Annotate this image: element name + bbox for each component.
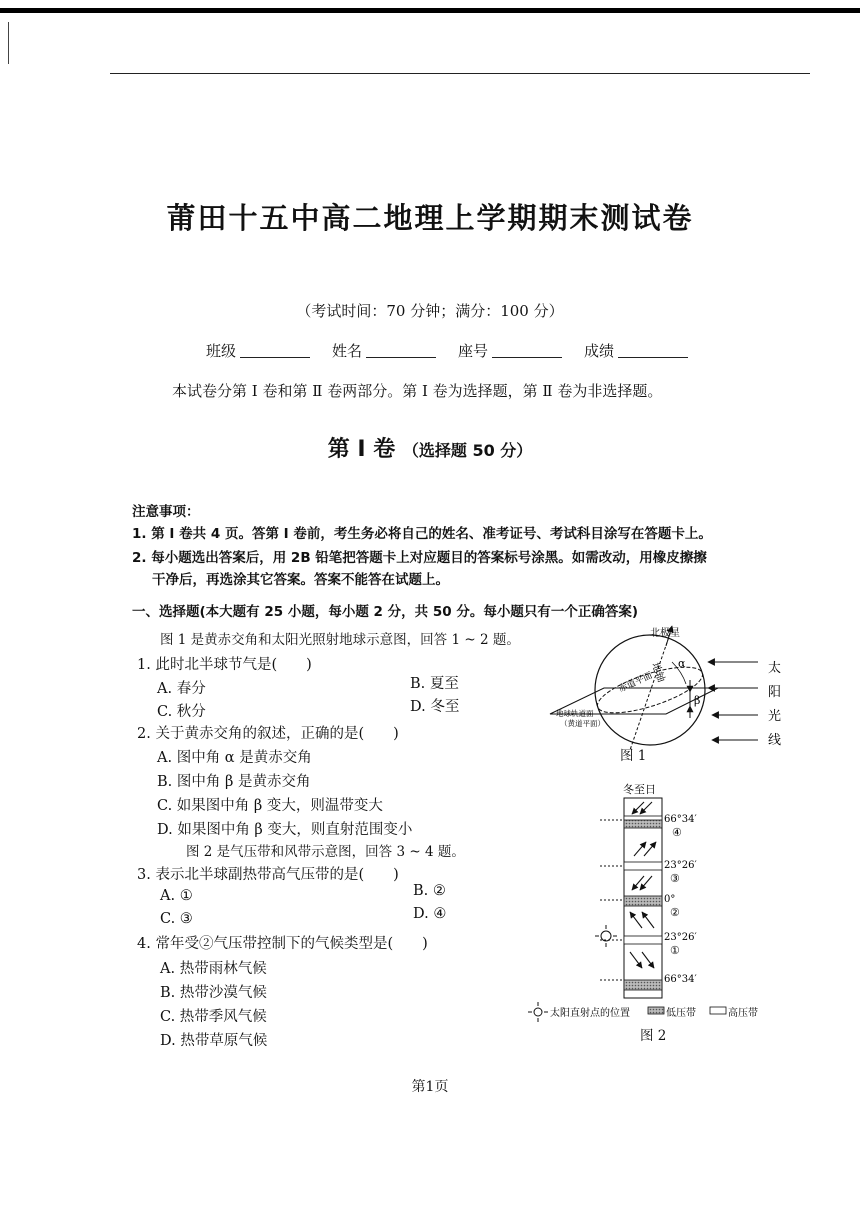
q2-option-d[interactable]: D. 如果图中角 β 变大，则直射范围变小 [157,822,413,838]
q2-option-b[interactable]: B. 图中角 β 是黄赤交角 [157,774,311,790]
fig2-intro: 图 2 是气压带和风带示意图，回答 3 ~ 4 题。 [186,844,465,860]
fig2-lat-23n: 23°26′ [664,860,697,871]
notice-item-2: 2. 每小题选出答案后，用 2B 铅笔把答题卡上对应题目的答案标号涂黑。如需改动，用橡皮擦擦 [132,550,707,566]
q3-option-d[interactable]: D. ④ [413,906,447,922]
section-title: 第 Ⅰ 卷 [327,437,396,462]
section-heading [0,432,860,463]
scan-top-border [0,8,860,13]
fig1-orbit-note: （黄道平面） [560,719,605,728]
q2-stem: 2. 关于黄赤交角的叙述，正确的是( ) [137,726,399,742]
fig2-legend-high: 高压带 [728,1008,758,1019]
fig1-sunlight-4: 线 [768,733,782,748]
exam-title: 莆田十五中高二地理上学期期末测试卷 [166,201,694,235]
fig1-alpha-label: α [678,657,686,670]
fig2-lat-66n: 66°34′ [664,814,697,825]
q1-option-d[interactable]: D. 冬至 [410,699,460,715]
fig2-lat-0: 0° [664,894,676,905]
fig1-equator-label: 赤道平面 [617,670,655,695]
q4-option-b[interactable]: B. 热带沙漠气候 [160,985,267,1001]
q4-option-c[interactable]: C. 热带季风气候 [160,1009,267,1025]
q1-stem: 1. 此时北半球节气是( ) [137,657,312,673]
fig1-sunlight-1: 太 [768,661,782,676]
q3-option-a[interactable]: A. ① [160,888,193,904]
exam-subtitle: （考试时间：70 分钟；满分：100 分） [296,302,564,320]
q1-option-c[interactable]: C. 秋分 [157,704,206,720]
fig1-caption: 图 1 [620,748,647,764]
q2-option-a[interactable]: A. 图中角 α 是黄赤交角 [157,750,312,766]
field-seat-label: 座号 [458,342,489,360]
fig2-lat-23s: 23°26′ [664,932,697,943]
fig2-n3: ③ [670,872,680,885]
fig2-n4: ④ [672,826,682,839]
q1-option-b[interactable]: B. 夏至 [410,676,459,692]
fig1-beta-label: β [694,694,701,707]
notice-item-1: 1. 第 Ⅰ 卷共 4 页。答第 Ⅰ 卷前，考生务必将自己的姓名、准考证号、考试科目涂写在答题卡上。 [132,526,712,542]
fig2-n2: ② [670,906,680,919]
q4-option-a[interactable]: A. 热带雨林气候 [160,961,267,977]
figure-2-diagram [520,780,790,1030]
notice-heading: 注意事项： [132,504,200,520]
figure-1-diagram [540,622,800,762]
q3-option-b[interactable]: B. ② [413,883,446,899]
scan-left-mark [8,22,9,64]
part1-heading: 一、选择题(本大题有 25 小题，每小题 2 分，共 50 分。每小题只有一个正确答案) [132,604,639,620]
header-rule [110,73,810,74]
q4-stem: 4. 常年受②气压带控制下的气候类型是( ) [137,936,428,952]
fig2-season-label: 冬至日 [623,783,656,796]
fig2-caption: 图 2 [640,1028,667,1044]
section-note: （选择题 50 分） [402,441,533,460]
fig1-polaris-label: 北极星 [650,628,680,639]
fig1-sunlight-2: 阳 [768,685,782,700]
field-score-blank[interactable] [618,340,688,358]
fig2-n1: ① [670,944,680,957]
page-number: 第1页 [411,1079,449,1095]
q1-option-a[interactable]: A. 春分 [157,681,206,697]
fig1-intro: 图 1 是黄赤交角和太阳光照射地球示意图，回答 1 ~ 2 题。 [160,632,520,648]
field-class-label: 班级 [206,342,237,360]
notice-item-2-cont: 干净后，再选涂其它答案。答案不能答在试题上。 [152,572,449,588]
fig2-legend-low: 低压带 [666,1008,696,1019]
field-name-label: 姓名 [332,342,363,360]
field-class-blank[interactable] [240,340,310,358]
exam-intro: 本试卷分第 Ⅰ 卷和第 Ⅱ 卷两部分。第 Ⅰ 卷为选择题，第 Ⅱ 卷为非选择题。 [172,382,663,400]
fig2-legend-sun: 太阳直射点的位置 [550,1008,630,1019]
q4-option-d[interactable]: D. 热带草原气候 [160,1033,268,1049]
q2-option-c[interactable]: C. 如果图中角 β 变大，则温带变大 [157,798,383,814]
fig1-sunlight-3: 光 [768,709,782,724]
field-seat-blank[interactable] [492,340,562,358]
q3-option-c[interactable]: C. ③ [160,911,193,927]
q3-stem: 3. 表示北半球副热带高气压带的是( ) [137,867,399,883]
fig1-orbit-label: 地球轨道面 [556,709,594,718]
student-info-fields [206,340,710,361]
fig1-axis-label: 地轴 [649,661,667,684]
fig2-lat-66s: 66°34′ [664,974,697,985]
field-name-blank[interactable] [366,340,436,358]
field-score-label: 成绩 [584,342,615,360]
